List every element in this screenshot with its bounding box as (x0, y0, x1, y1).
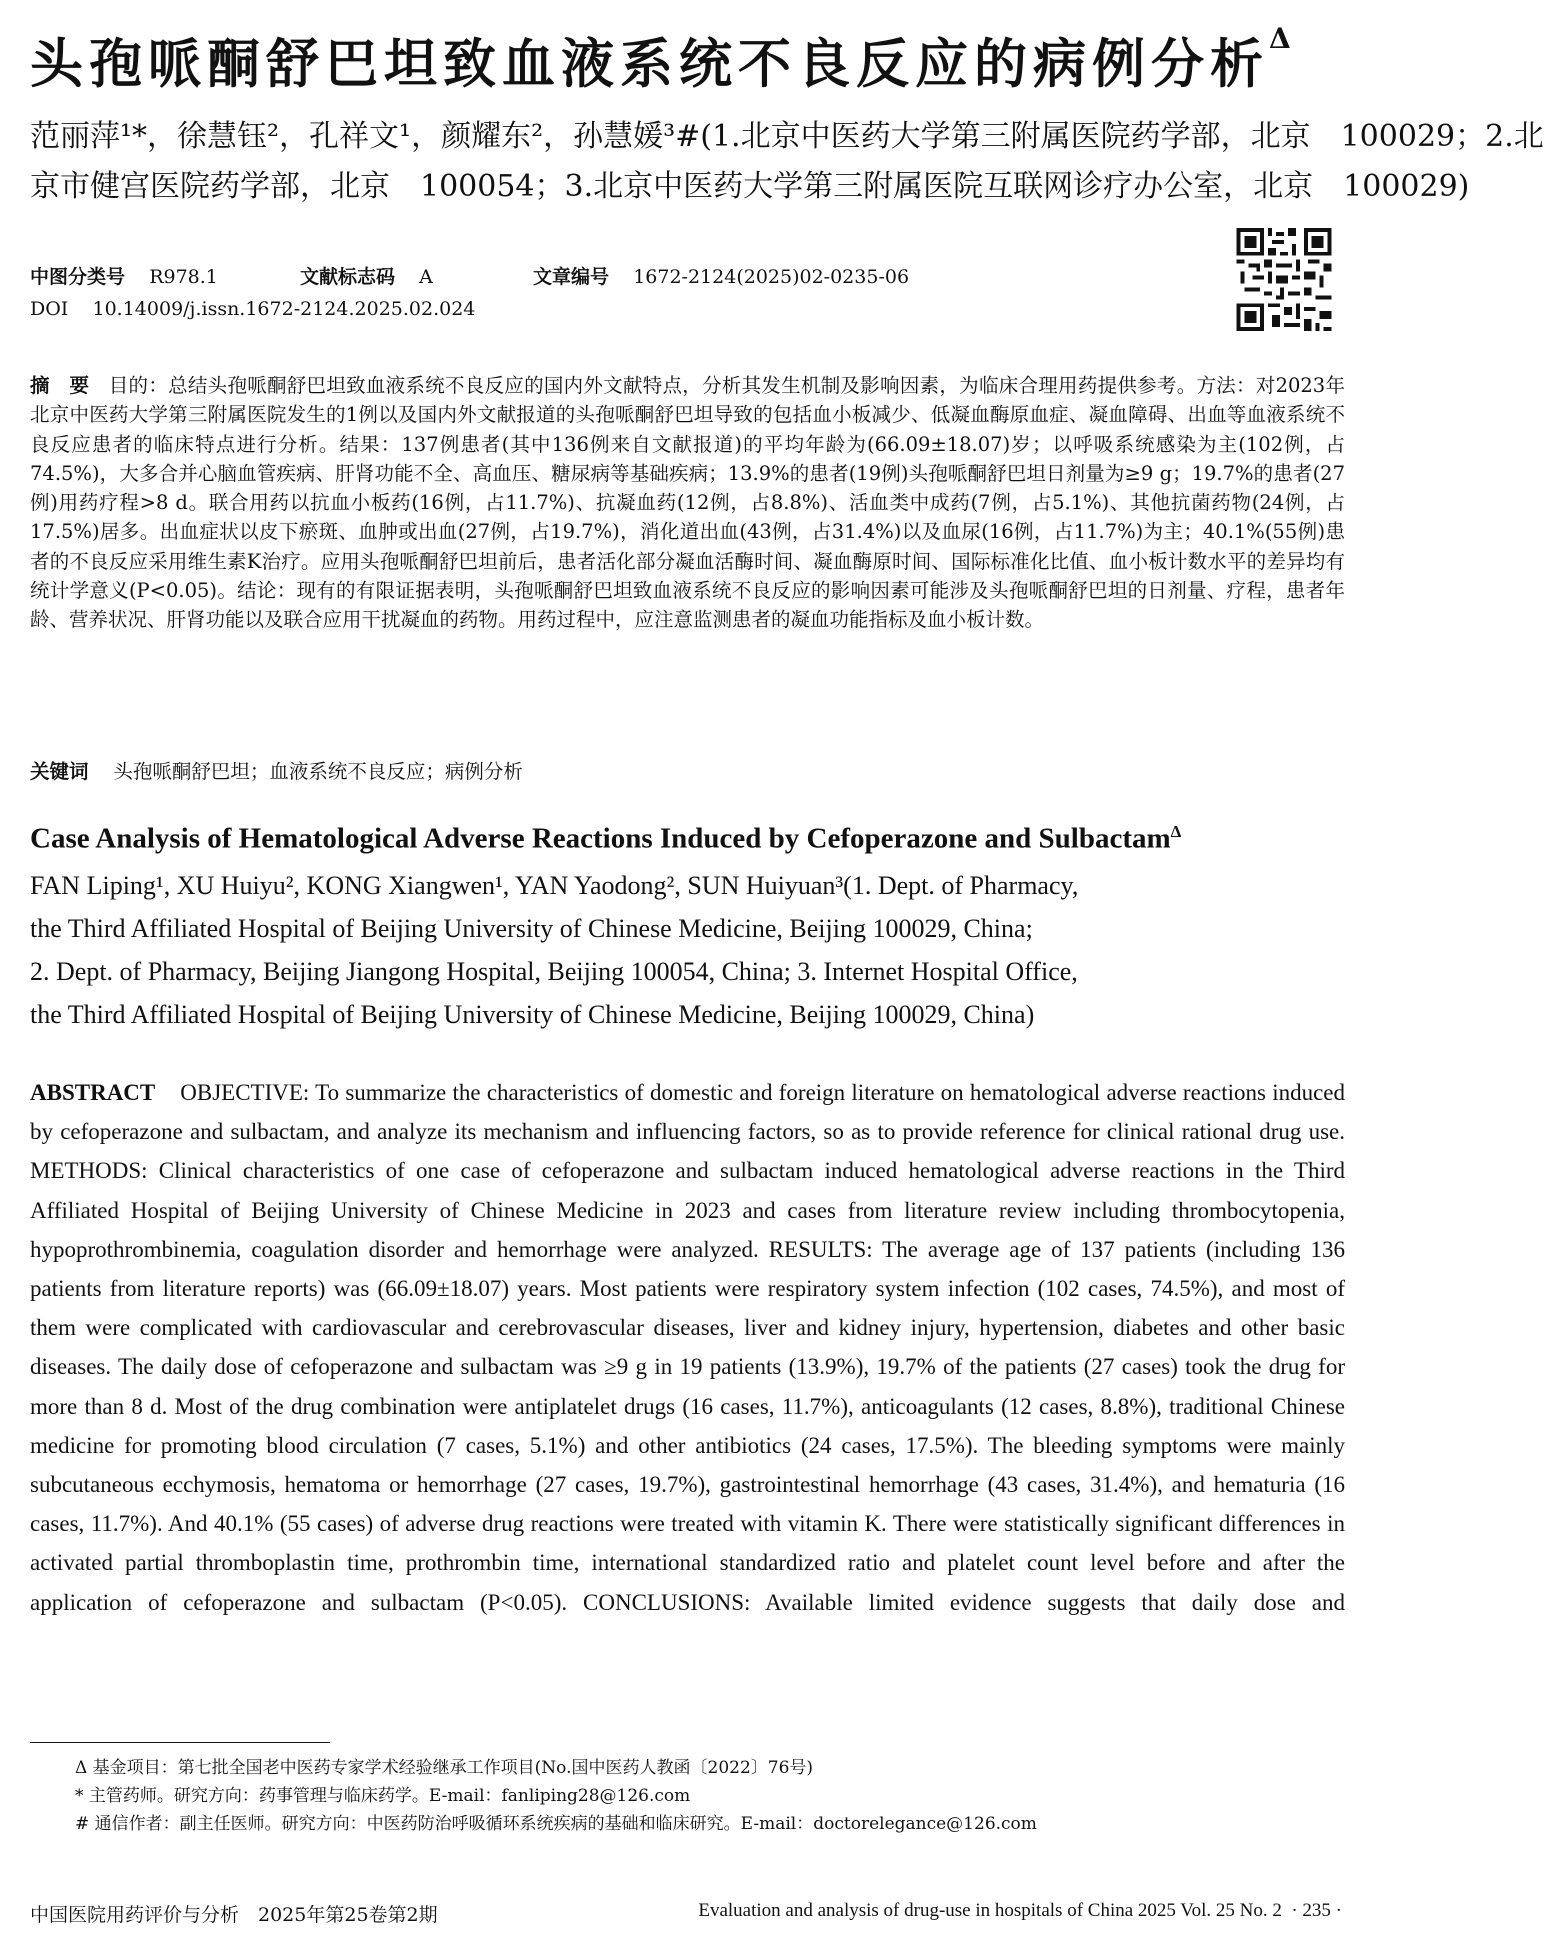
page-number: · 235 · (1291, 1900, 1342, 1921)
doc-code-value: A (419, 266, 433, 288)
article-title (30, 22, 1330, 98)
authors-affiliations-en (30, 864, 1345, 1036)
footer-journal-en (630, 1900, 1342, 1922)
abstract-en (30, 1073, 1345, 1622)
abstract-cn-text: 目的：总结头孢哌酮舒巴坦致血液系统不良反应的国内外文献特点，分析其发生机制及影响因素，为临床合理用药提供参考。方法：对2023年北京中医药大学第三附属医院发生的1例以及国内外文献报道的头孢哌酮舒巴坦导致的包括血小板减少、低凝血酶原血症、凝血障碍、出血等血液系统不良反应患者的临床特点进行分析。结果：137例患者(其中136例来自文献报道)的平均年龄为(66.09±18.07)岁；以呼吸系统感染为主(102例，占74.5%)，大多合并心脑血管疾病、肝肾功能不全、高血压、糖尿病等基础疾病；13.9%的患者(19例)头孢哌酮舒巴坦日剂量为≥9 g；19.7%的患者(27例)用药疗程>8 d。联合用药以抗血小板药(16例，占11.7%)、抗凝血药(12例，占8.8%)、活血类中成药(7例，占5.1%)、其他抗菌药物(24例，占17.5%)居多。出血症状以皮下瘀斑、血肿或出血(27例，占19.7%)，消化道出血(43例，占31.4%)以及血尿(16例，占11.7%)为主；40.1%(55例)患者的不良反应采用维生素K治疗。应用头孢哌酮舒巴坦前后，患者活化部分凝血活酶时间、凝血酶原时间、国际标准化比值、血小板计数水平的差异均有统计学意义(P<0.05)。结论：现有的有限证据表明，头孢哌酮舒巴坦致血液系统不良反应的影响因素可能涉及头孢哌酮舒巴坦的日剂量、疗程，患者年龄、营养状况、肝肾功能以及联合应用干扰凝血的药物。用药过程中，应注意监测患者的凝血功能指标及血小板计数。 (30, 374, 1345, 632)
abstract-en-label: ABSTRACT (30, 1080, 156, 1105)
keywords-cn (30, 756, 523, 784)
footer-journal-cn: 中国医院用药评价与分析 2025年第25卷第2期 (30, 1904, 438, 1926)
footnote-corresponding: # 通信作者：副主任医师。研究方向：中医药防治呼吸循环系统疾病的基础和临床研究。E-mail：doctorelegance@126.com (75, 1814, 1037, 1834)
title-text: 头孢哌酮舒巴坦致血液系统不良反应的病例分析 (30, 33, 1269, 95)
class-value: R978.1 (149, 266, 218, 288)
class-label: 中图分类号 (30, 266, 126, 288)
footnote-first-author: * 主管药师。研究方向：药事管理与临床药学。E-mail：fanliping28@126.com (75, 1786, 691, 1806)
authors-en-line-4: the Third Affiliated Hospital of Beijing University of Chinese Medicine, Beijing 100029, China) (30, 1000, 1035, 1029)
title-en-text: Case Analysis of Hematological Adverse Reactions Induced by Cefoperazone and Sulbactam (30, 822, 1171, 855)
doi-value[interactable]: 10.14009/j.issn.1672-2124.2025.02.024 (92, 298, 476, 320)
abstract-en-text: OBJECTIVE: To summarize the characteristics of domestic and foreign literature on hematological adverse reactions induced by cefoperazone and sulbactam, and analyze its mechanism and influencing factors, so as to provide reference for clinical rational drug use. METHODS: Clinical characteristics of one case of cefoperazone and sulbactam induced hematological adverse reactions in the Third Affiliated Hospital of Beijing University of Chinese Medicine in 2023 and cases from literature review including thrombocytopenia, hypoprothrombinemia, coagulation disorder and hemorrhage were analyzed. RESULTS: The average age of 137 patients (including 136 patients from literature reports) was (66.09±18.07) years. Most patients were respiratory system infection (102 cases, 74.5%), and most of them were complicated with cardiovascular and cerebrovascular diseases, liver and kidney injury, hypertension, diabetes and other basic diseases. The daily dose of cefoperazone and sulbactam was ≥9 g in 19 patients (13.9%), 19.7% of the patients (27 cases) took the drug for more than 8 d. Most of the drug combination were antiplatelet drugs (16 cases, 11.7%), anticoagulants (12 cases, 8.8%), traditional Chinese medicine for promoting blood circulation (7 cases, 5.1%) and other antibiotics (24 cases, 17.5%). The bleeding symptoms were mainly subcutaneous ecchymosis, hematoma or hemorrhage (27 cases, 19.7%), gastrointestinal hemorrhage (43 cases, 31.4%), and hematuria (16 cases, 11.7%). And 40.1% (55 cases) of adverse drug reactions were treated with vitamin K. There were statistically significant differences in activated partial thromboplastin time, prothrombin time, international standardized ratio and platelet count level before and after the application of cefoperazone and sulbactam (P<0.05). CONCLUSIONS: Available limited evidence suggests that daily dose and (30, 1080, 1345, 1615)
title-en-fund-mark: Δ (1170, 822, 1182, 841)
keywords-cn-text: 头孢哌酮舒巴坦；血液系统不良反应；病例分析 (113, 760, 523, 783)
authors-cn-line-2: 京市健宫医院药学部，北京 100054；3.北京中医药大学第三附属医院互联网诊疗办公室，北京 100029) (30, 169, 1470, 204)
abstract-cn (30, 371, 1345, 635)
authors-en-line-3: 2. Dept. of Pharmacy, Beijing Jiangong Hospital, Beijing 100054, China; 3. Internet Hospital Office, (30, 957, 1078, 986)
authors-affiliations-cn (30, 112, 1544, 212)
authors-en-line-1: FAN Liping¹, XU Huiyu², KONG Xiangwen¹, YAN Yaodong², SUN Huiyuan³(1. Dept. of Pharmacy, (30, 871, 1079, 900)
abstract-cn-label: 摘 要 (30, 374, 90, 397)
footnote-fund: Δ 基金项目：第七批全国老中医药专家学术经验继承工作项目(No.国中医药人教函〔2022〕76号) (75, 1758, 814, 1778)
qr-code-icon[interactable] (1236, 228, 1332, 331)
authors-en-line-2: the Third Affiliated Hospital of Beijing University of Chinese Medicine, Beijing 100029, China; (30, 914, 1033, 943)
title-fund-mark: Δ (1269, 22, 1297, 55)
keywords-cn-label: 关键词 (30, 760, 89, 783)
article-title-en (30, 822, 1181, 856)
doi-label: DOI (30, 298, 69, 320)
article-number-label: 文章编号 (533, 266, 610, 288)
doc-code-label: 文献标志码 (299, 266, 395, 288)
doi-row (30, 298, 475, 320)
classification-row (30, 262, 909, 289)
footnote-divider (30, 1742, 330, 1743)
footer-journal-en-text: Evaluation and analysis of drug-use in hospitals of China 2025 Vol. 25 No. 2 (698, 1900, 1282, 1921)
article-number-value: 1672-2124(2025)02-0235-06 (633, 266, 910, 288)
authors-cn-line-1: 范丽萍¹*，徐慧钰²，孔祥文¹，颜耀东²，孙慧媛³#(1.北京中医药大学第三附属医院药学部，北京 100029；2.北 (30, 119, 1544, 154)
